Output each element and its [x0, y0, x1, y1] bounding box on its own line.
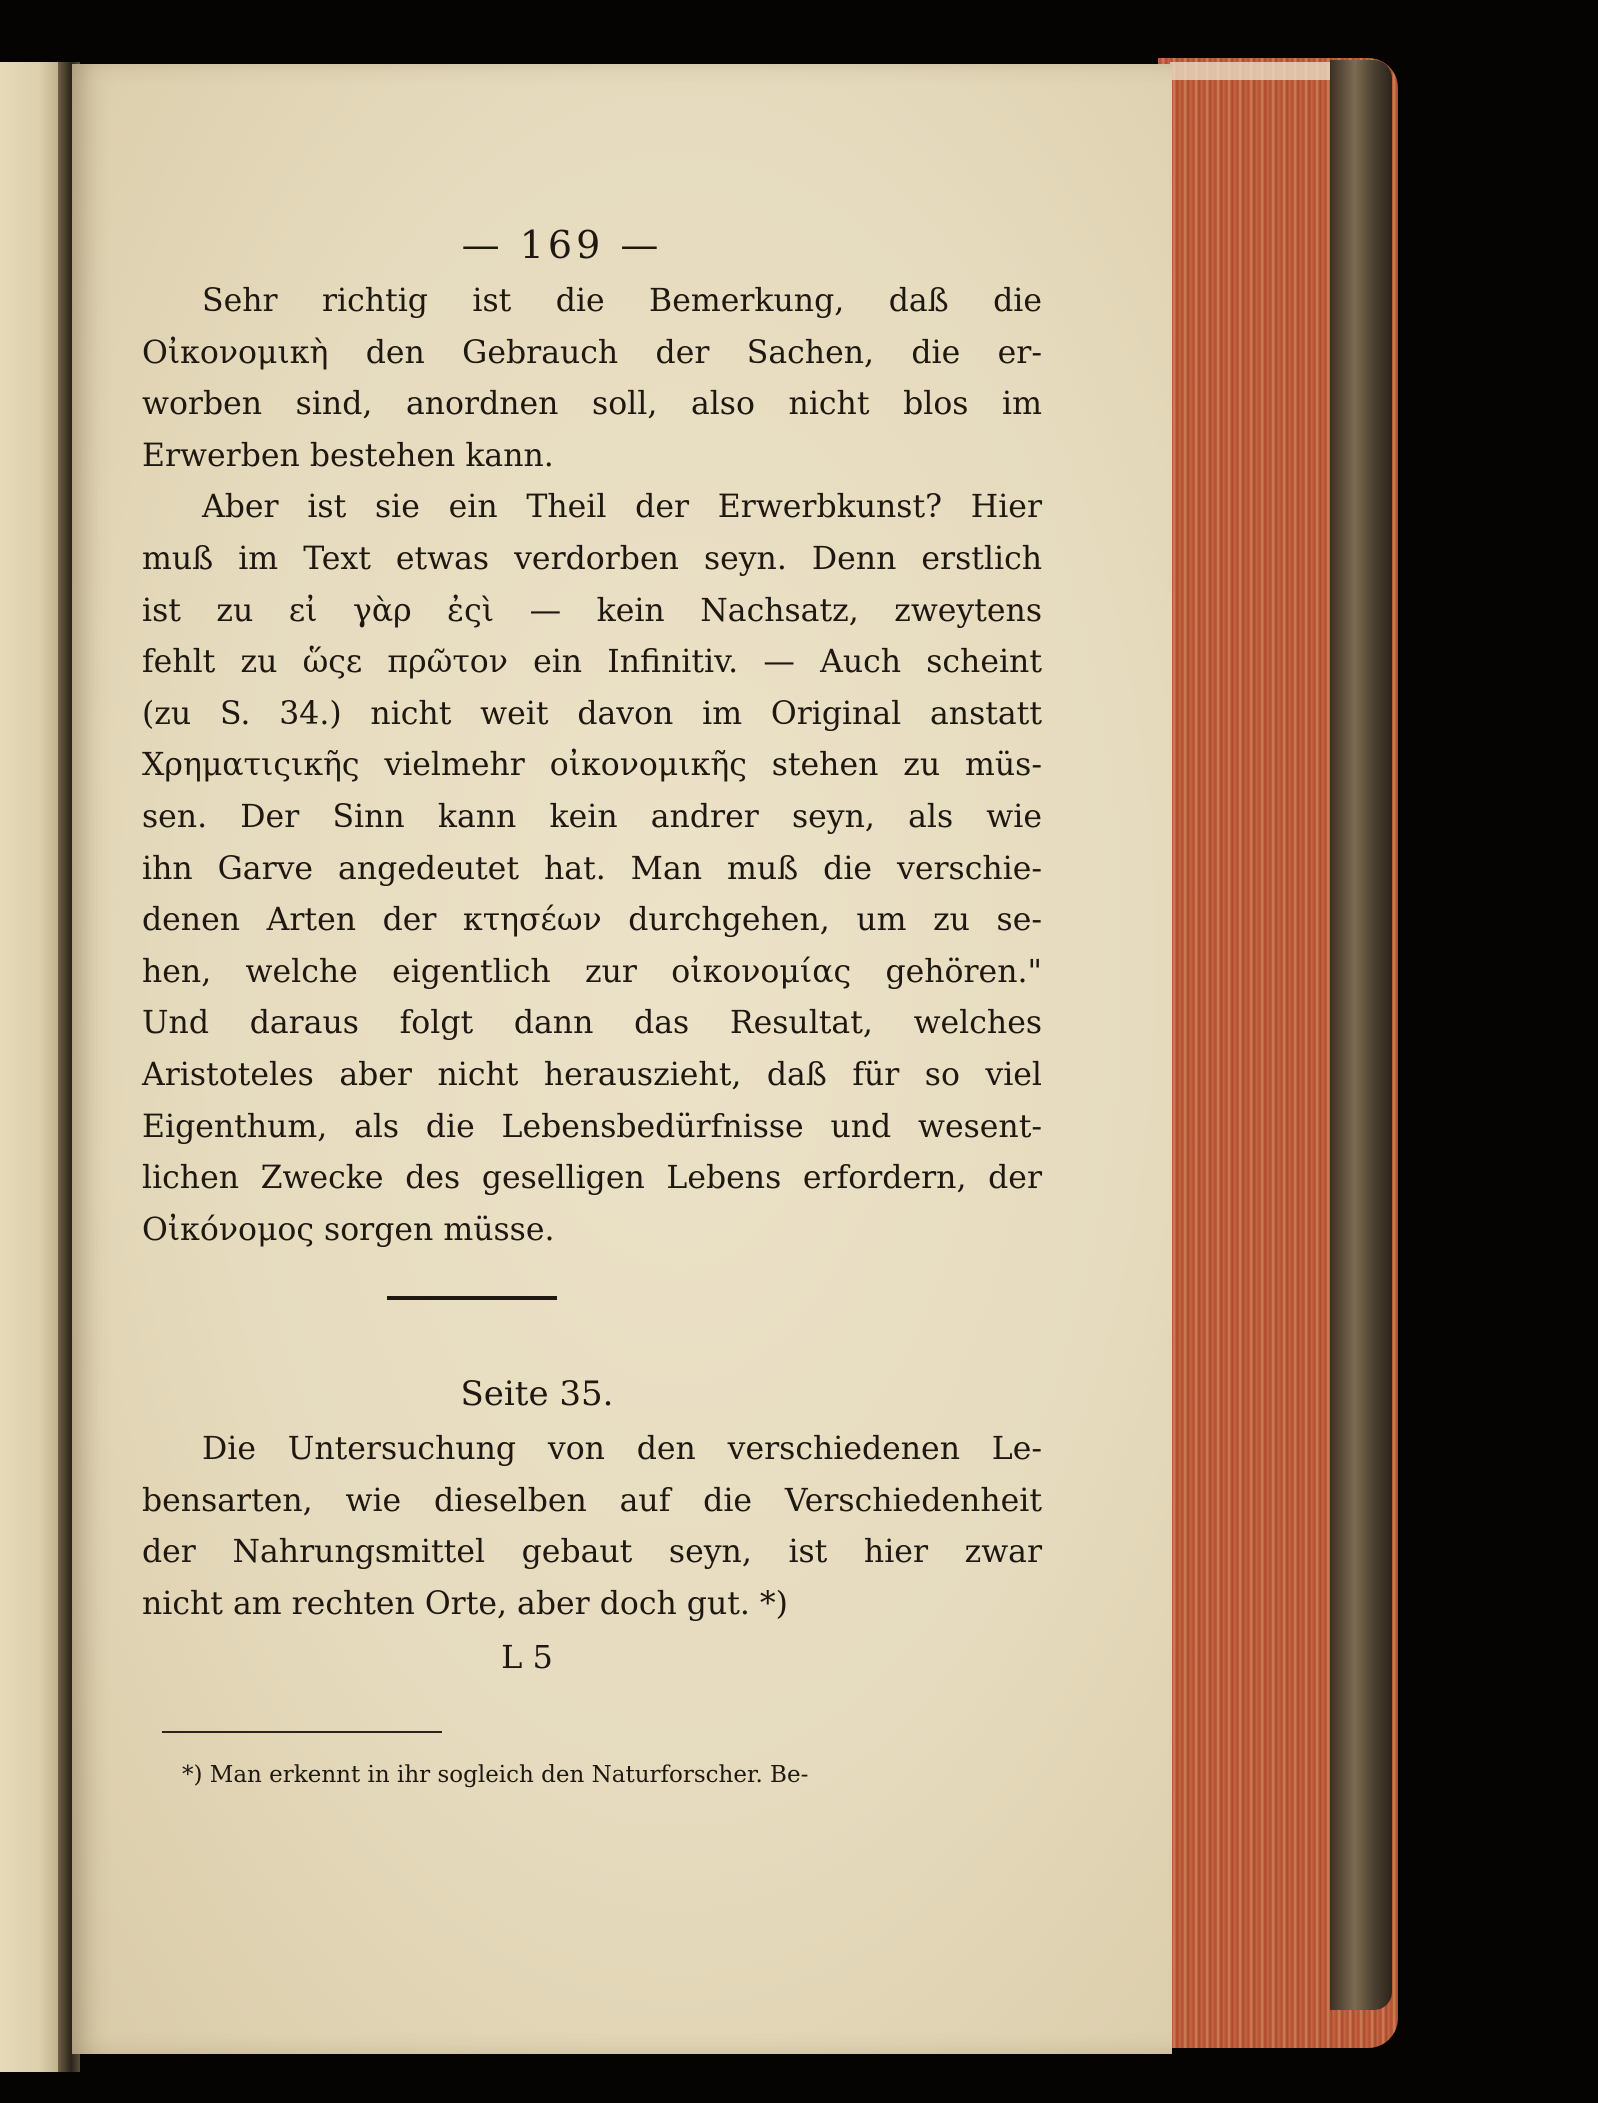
text-line: ihn Garve angedeutet hat. Man muß die verschie- — [142, 850, 1042, 887]
text-line: sen. Der Sinn kann kein andrer seyn, als wie — [142, 798, 1042, 835]
text-line: Οἰκονομικὴ den Gebrauch der Sachen, die er- — [142, 334, 1042, 371]
text-line: Χρηματιςικῆς vielmehr οἰκονομικῆς stehen zu müs- — [142, 747, 1042, 784]
book-cover-edge — [1330, 60, 1392, 2010]
section-heading: Seite 35. — [460, 1374, 614, 1415]
text-line: hen, welche eigentlich zur οἰκονομίας gehören." — [142, 953, 1042, 990]
footnote-rule — [162, 1731, 442, 1733]
text-line: (zu S. 34.) nicht weit davon im Original anstatt — [142, 695, 1042, 732]
text-line: denen Arten der κτησέων durchgehen, um zu se- — [142, 902, 1042, 939]
text-line: Und daraus folgt dann das Resultat, welches — [142, 1005, 1042, 1042]
text-line: Aber ist sie ein Theil der Erwerbkunst? Hier — [202, 489, 1042, 526]
book-page — [72, 64, 1172, 2054]
text-line: Die Untersuchung von den verschiedenen Le- — [202, 1431, 1042, 1468]
text-line: fehlt zu ὥςε πρῶτον ein Infinitiv. — Auch scheint — [142, 644, 1042, 681]
paragraph-2 — [142, 482, 1042, 1256]
text-line: lichen Zwecke des geselligen Lebens erfordern, der — [142, 1160, 1042, 1197]
paragraph-1 — [142, 276, 1042, 482]
page-number: — 169 — — [461, 223, 663, 267]
signature-mark: L 5 — [501, 1637, 553, 1676]
footnote: *) Man erkennt in ihr sogleich den Naturforscher. Be- — [182, 1761, 809, 1788]
text-line: Eigenthum, als die Lebensbedürfnisse und wesent- — [142, 1108, 1042, 1145]
text-line: ist zu εἰ γὰρ ἐςὶ — kein Nachsatz, zweytens — [142, 592, 1042, 629]
previous-page-edge — [0, 62, 66, 2072]
text-line: bensarten, wie dieselben auf die Verschiedenheit — [142, 1482, 1042, 1519]
text-line: nicht am rechten Orte, aber doch gut. *) — [142, 1586, 788, 1623]
text-line: Οἰκόνομος sorgen müsse. — [142, 1211, 555, 1248]
text-line: Sehr richtig ist die Bemerkung, daß die — [202, 283, 1042, 319]
text-line: worben sind, anordnen soll, also nicht blos im — [142, 386, 1042, 423]
page-content — [142, 214, 1042, 1795]
text-line: muß im Text etwas verdorben seyn. Denn erstlich — [142, 540, 1042, 577]
paragraph-3 — [142, 1424, 1042, 1630]
section-divider — [387, 1296, 557, 1300]
text-line: Aristoteles aber nicht herauszieht, daß für so viel — [142, 1056, 1042, 1093]
text-line: der Nahrungsmittel gebaut seyn, ist hier zwar — [142, 1534, 1042, 1571]
text-line: Erwerben bestehen kann. — [142, 437, 554, 474]
